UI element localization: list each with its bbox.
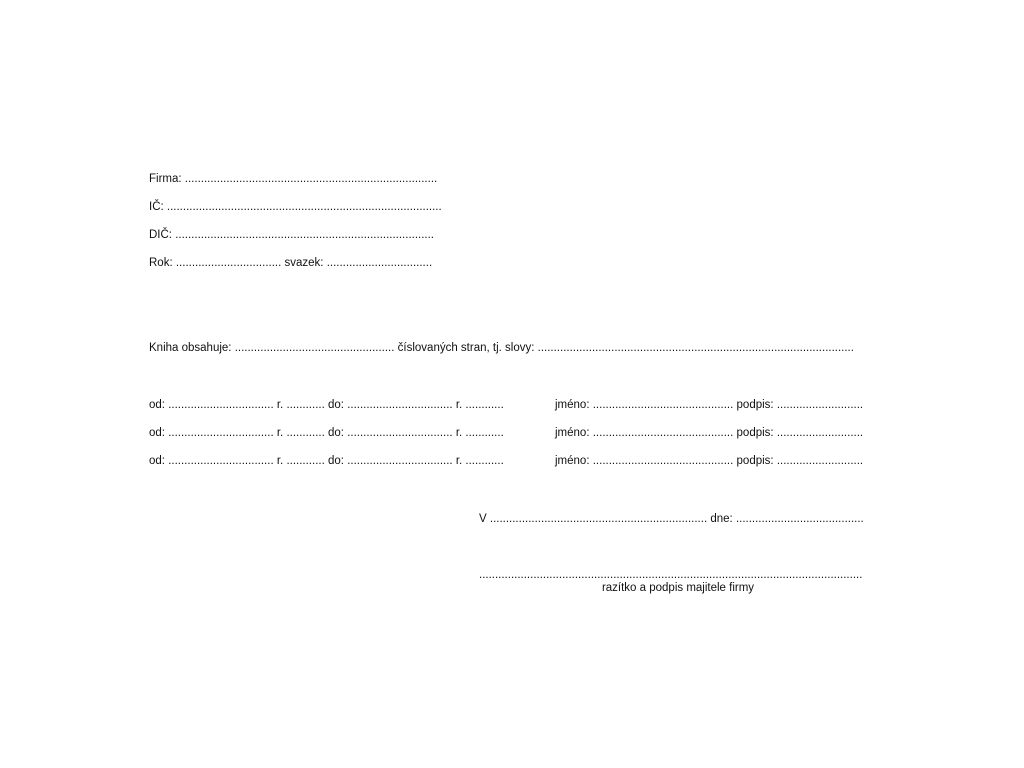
od-field[interactable]: ................................. [168,399,274,411]
do-field[interactable]: ................................. [347,455,453,467]
podpis-field[interactable]: ........................... [776,455,864,467]
firma-field[interactable]: ............................................................................... [184,173,438,185]
firma-line [149,172,437,186]
podpis-field[interactable]: ........................... [776,427,864,439]
do-field[interactable]: ................................. [347,427,453,439]
kniha-middle-label: číslovaných stran, tj. slovy: [397,342,535,354]
dic-field[interactable]: ................................................................................. [175,229,435,241]
podpis-label: podpis: [736,455,774,467]
svazek-field[interactable]: ................................. [326,257,433,269]
place-field[interactable]: .................................................................... [489,513,708,525]
row-2-period [149,426,504,440]
jmeno-field[interactable]: ............................................ [592,455,734,467]
signature-field[interactable]: ........................................................................................................................ [479,569,863,581]
od-label: od: [149,455,165,467]
r-field[interactable]: ............ [286,455,325,467]
kniha-line [149,341,854,355]
r-field[interactable]: ............ [465,455,504,467]
jmeno-label: jméno: [555,427,590,439]
do-label: do: [327,399,344,411]
signature-line[interactable] [479,568,862,582]
row-3-period [149,454,504,468]
dic-line [149,228,434,242]
podpis-label: podpis: [736,399,774,411]
r-label: r. [455,399,463,411]
row-1-person [555,398,863,412]
kniha-pages-field[interactable]: .................................................. [234,342,395,354]
od-label: od: [149,427,165,439]
row-3-person [555,454,863,468]
jmeno-field[interactable]: ............................................ [592,399,734,411]
rok-field[interactable]: ................................. [175,257,282,269]
od-field[interactable]: ................................. [168,427,274,439]
place-date-line [479,512,864,526]
od-field[interactable]: ................................. [168,455,274,467]
kniha-label: Kniha obsahuje: [149,342,232,354]
date-field[interactable]: ........................................ [735,513,864,525]
svazek-label: svazek: [284,257,324,269]
ic-line [149,200,442,214]
ic-field[interactable]: ...................................................................................... [166,201,442,213]
dic-label: DIČ: [149,229,172,241]
r-field[interactable]: ............ [286,427,325,439]
podpis-label: podpis: [736,427,774,439]
signature-caption [479,581,877,595]
dne-label: dne: [710,513,733,525]
jmeno-field[interactable]: ............................................ [592,427,734,439]
firma-label: Firma: [149,173,182,185]
jmeno-label: jméno: [555,455,590,467]
do-label: do: [327,455,344,467]
v-label: V [479,513,487,525]
r-field[interactable]: ............ [465,427,504,439]
podpis-field[interactable]: ........................... [776,399,864,411]
r-label: r. [276,455,284,467]
do-label: do: [327,427,344,439]
row-1-period [149,398,504,412]
r-field[interactable]: ............ [465,399,504,411]
r-label: r. [455,427,463,439]
od-label: od: [149,399,165,411]
r-field[interactable]: ............ [286,399,325,411]
rok-line [149,256,432,270]
r-label: r. [276,427,284,439]
r-label: r. [276,399,284,411]
signature-caption-text: razítko a podpis majitele firmy [601,582,755,594]
do-field[interactable]: ................................. [347,399,453,411]
row-2-person [555,426,863,440]
jmeno-label: jméno: [555,399,590,411]
rok-label: Rok: [149,257,173,269]
kniha-words-field[interactable]: ................................................................................................... [537,342,854,354]
r-label: r. [455,455,463,467]
ic-label: IČ: [149,201,164,213]
